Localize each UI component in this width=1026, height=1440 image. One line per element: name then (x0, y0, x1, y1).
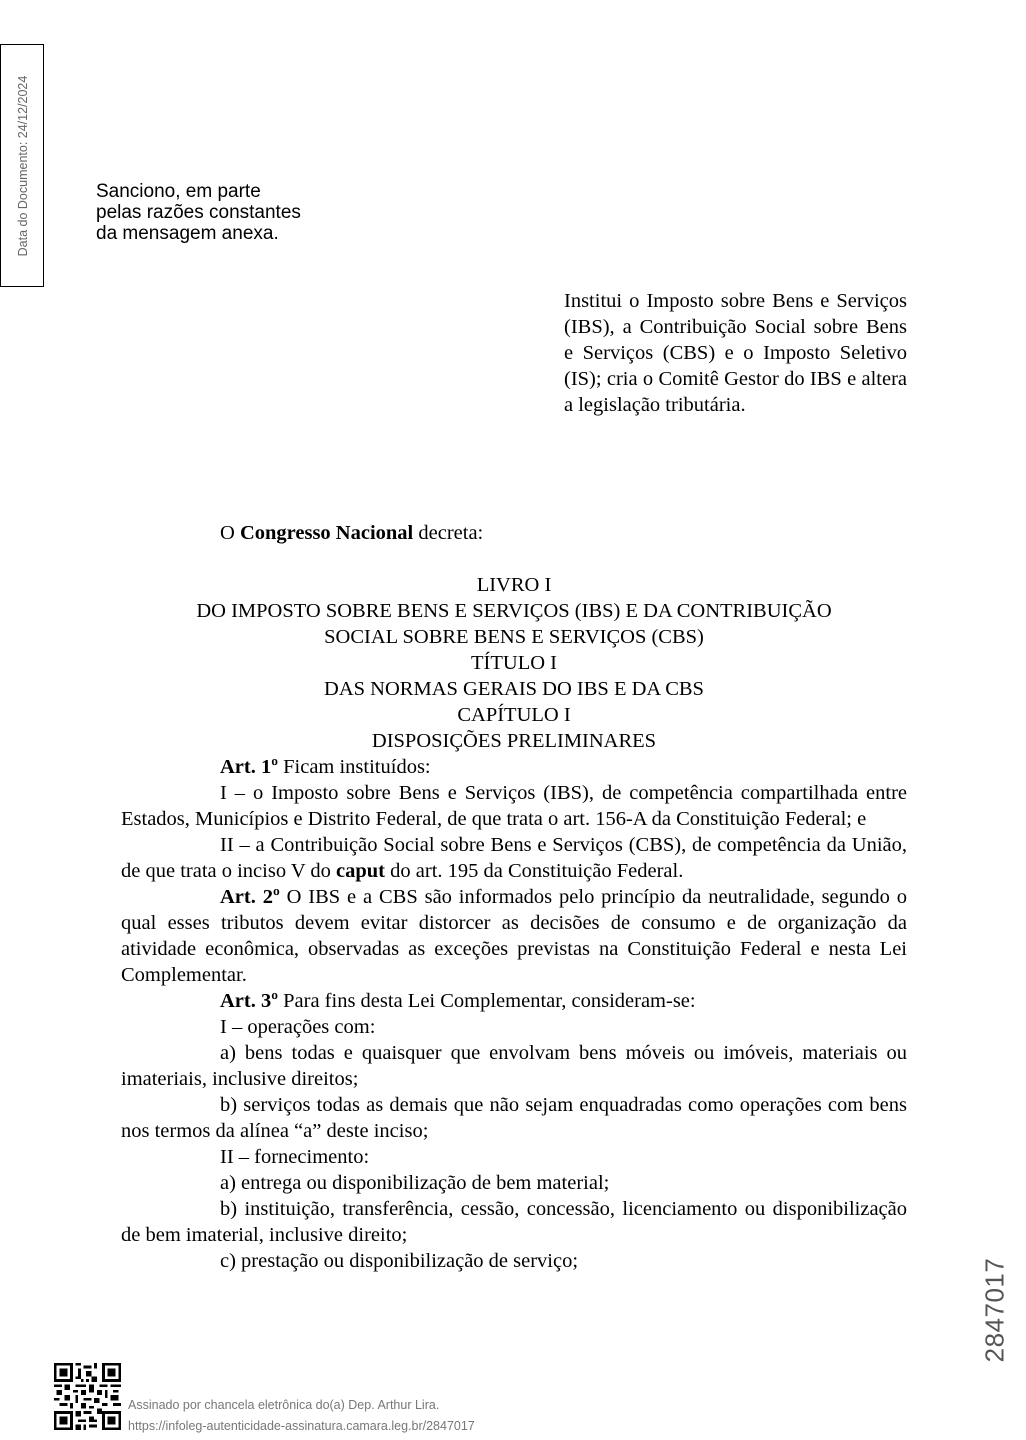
article-label: Art. 1º (220, 756, 278, 778)
caput-term: caput (336, 860, 386, 882)
sanction-line: Sanciono, em parte (96, 181, 261, 202)
sanction-note (96, 181, 301, 244)
livro-heading: LIVRO I (476, 574, 552, 596)
decree-line: O Congresso Nacional decreta: (220, 522, 484, 544)
article-1-inciso-2: II – a Contribuição Social sobre Bens e Serviços (CBS), de competência da União, de que trata o inciso V do caput do art. 195 da Constituição Federal. (121, 834, 907, 882)
ementa: Institui o Imposto sobre Bens e Serviços (IBS), a Contribuição Social sobre Bens e Serviços (CBS) e o Imposto Seletivo (IS); cria o Comitê Gestor do IBS e altera a legislação tributária. (564, 290, 907, 416)
congress-name: Congresso Nacional (239, 522, 414, 544)
signature-line: Assinado por chancela eletrônica do(a) Dep. Arthur Lira. (128, 1398, 440, 1412)
law-body (121, 520, 907, 1274)
article-1: Art. 1º Ficam instituídos: (220, 756, 431, 778)
article-label: Art. 3º (220, 990, 278, 1012)
document-date-label: Data do Documento: 24/12/2024 (16, 75, 30, 257)
qr-code-icon[interactable] (54, 1363, 121, 1430)
titulo-title: DAS NORMAS GERAIS DO IBS E DA CBS (324, 678, 704, 700)
article-3: Art. 3º Para fins desta Lei Complementar, consideram-se: (220, 990, 696, 1012)
article-3-item: a) entrega ou disponibilização de bem material; (220, 1172, 610, 1194)
document-id: 2847017 (979, 1257, 1010, 1363)
article-1-inciso-1: I – o Imposto sobre Bens e Serviços (IBS), de competência compartilhada entre Estados, Municípios e Distrito Federal, de que trata o art. 156-A da Constituição Federal; e (121, 782, 907, 830)
signature-url[interactable]: https://infoleg-autenticidade-assinatura.camara.leg.br/2847017 (128, 1419, 475, 1433)
article-2: Art. 2º O IBS e a CBS são informados pelo princípio da neutralidade, segundo o qual esses tributos devem evitar distorcer as decisões de consumo e de organização da atividade econômica, observadas as exceções previstas na Constituição Federal e nesta Lei Complementar. (121, 886, 908, 986)
signature-note (128, 1395, 475, 1437)
article-3-item: I – operações com: (220, 1016, 376, 1038)
article-label: Art. 2º (220, 886, 280, 908)
article-3-item: b) instituição, transferência, cessão, concessão, licenciamento ou disponibilização de bem imaterial, inclusive direito; (121, 1198, 907, 1246)
article-3-item: II – fornecimento: (220, 1146, 370, 1168)
livro-title: DO IMPOSTO SOBRE BENS E SERVIÇOS (IBS) E DA CONTRIBUIÇÃO SOCIAL SOBRE BENS E SERVIÇOS (CBS) (196, 600, 832, 648)
sanction-line: da mensagem anexa. (96, 223, 279, 244)
document-date-stamp (0, 44, 44, 287)
capitulo-heading: CAPÍTULO I (457, 704, 571, 726)
article-3-item: a) bens todas e quaisquer que envolvam bens móveis ou imóveis, materiais ou imateriais, inclusive direitos; (121, 1042, 907, 1090)
titulo-heading: TÍTULO I (471, 652, 557, 674)
capitulo-title: DISPOSIÇÕES PRELIMINARES (371, 730, 657, 752)
article-3-item: b) serviços todas as demais que não sejam enquadradas como operações com bens nos termos da alínea “a” deste inciso; (121, 1094, 907, 1142)
sanction-line: pelas razões constantes (96, 202, 301, 223)
article-3-item: c) prestação ou disponibilização de serviço; (220, 1250, 579, 1272)
